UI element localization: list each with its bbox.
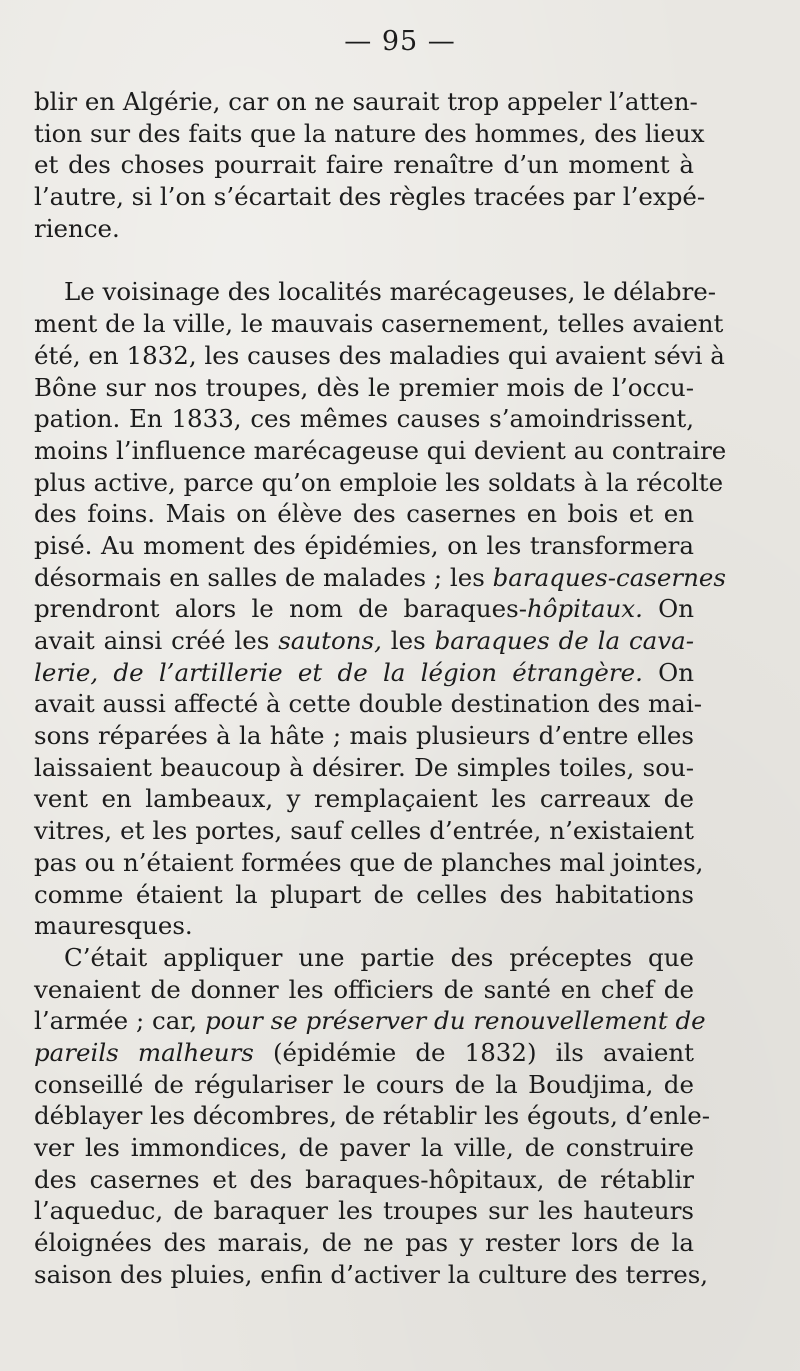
paragraph-1	[34, 86, 706, 244]
text-run: (épidémie de 1832) ils avaient	[253, 1037, 694, 1067]
text-line: tion sur des faits que la nature des hommes, des lieux	[34, 118, 705, 148]
text-line: ment de la ville, le mauvais casernement, telles avaient	[34, 309, 724, 339]
text-line	[34, 562, 726, 594]
text-line	[34, 625, 694, 657]
text-line: ver les immondices, de paver la ville, de construire	[34, 1133, 694, 1162]
text-run: prendront alors le nom de baraques-	[34, 594, 527, 624]
text-line: vent en lambeaux, y remplaçaient les carreaux de	[34, 784, 694, 814]
italic-run: lerie, de l’artillerie et de la légion étrangère.	[34, 657, 643, 687]
text-line	[34, 1037, 694, 1069]
paragraph-3	[34, 942, 711, 1291]
italic-run: sautons,	[278, 626, 382, 655]
text-run: avait ainsi créé les	[34, 626, 279, 655]
paragraph-2	[34, 276, 727, 941]
text-line: Le voisinage des localités marécageuses, le délabre-	[64, 277, 717, 307]
text-line: conseillé de régulariser le cours de la Boudjima, de	[34, 1069, 694, 1099]
text-run: l’armée ; car,	[34, 1006, 205, 1036]
text-run: On	[642, 594, 694, 624]
text-run: On	[642, 657, 695, 687]
text-line: été, en 1832, les causes des maladies qui avaient sévi à	[34, 340, 725, 370]
body-text	[34, 86, 727, 1290]
text-line: comme étaient la plupart de celles des habitations	[34, 879, 694, 909]
text-line: des casernes et des baraques-hôpitaux, de rétablir	[34, 1164, 694, 1194]
text-line: l’autre, si l’on s’écartait des règles tracées par l’expé-	[34, 182, 706, 212]
italic-run: pareils malheurs	[34, 1037, 254, 1067]
italic-run: hôpitaux.	[526, 594, 643, 624]
text-line: blir en Algérie, car on ne saurait trop appeler l’atten-	[34, 87, 698, 116]
paragraph-gap	[34, 244, 694, 276]
text-line: déblayer les décombres, de rétablir les égouts, d’enle-	[34, 1101, 711, 1131]
text-line: moins l’influence marécageuse qui devient au contraire	[34, 435, 727, 465]
text-line: pisé. Au moment des épidémies, on les transformera	[34, 530, 694, 560]
text-line: laissaient beaucoup à désirer. De simples toiles, sou-	[34, 752, 694, 782]
text-line: saison des pluies, enfin d’activer la culture des terres,	[34, 1259, 709, 1289]
text-line: Bône sur nos troupes, dès le premier mois de l’occu-	[34, 372, 694, 402]
italic-run: baraques de la cava-	[434, 626, 695, 655]
text-line: sons réparées à la hâte ; mais plusieurs d’entre elles	[34, 721, 694, 751]
text-line: et des choses pourrait faire renaître d’un moment à	[34, 150, 694, 180]
text-line: plus active, parce qu’on emploie les soldats à la récolte	[34, 467, 724, 497]
text-line: vitres, et les portes, sauf celles d’entrée, n’existaient	[34, 816, 694, 846]
italic-run: pour se préserver du renouvellement de	[204, 1006, 706, 1036]
text-line: C’était appliquer une partie des préceptes que	[64, 942, 694, 972]
text-line: éloignées des marais, de ne pas y rester lors de la	[34, 1228, 694, 1258]
text-line	[34, 657, 694, 689]
page-number: — 95 —	[344, 26, 456, 57]
text-line: mauresques.	[34, 911, 193, 941]
text-run: désormais en salles de malades ; les	[34, 562, 493, 592]
text-line	[34, 593, 694, 625]
text-line: l’aqueduc, de baraquer les troupes sur les hauteurs	[34, 1196, 694, 1226]
text-line	[34, 1005, 706, 1037]
text-line: des foins. Mais on élève des casernes en bois et en	[34, 499, 694, 529]
text-line: rience.	[34, 213, 120, 243]
italic-run: baraques-casernes	[492, 562, 726, 592]
text-line: pation. En 1833, ces mêmes causes s’amoindrissent,	[34, 404, 694, 434]
text-line: avait aussi affecté à cette double destination des mai-	[34, 689, 702, 719]
text-line: pas ou n’étaient formées que de planches mal jointes,	[34, 847, 704, 877]
text-run: les	[381, 626, 435, 655]
text-line: venaient de donner les officiers de santé en chef de	[34, 974, 694, 1004]
